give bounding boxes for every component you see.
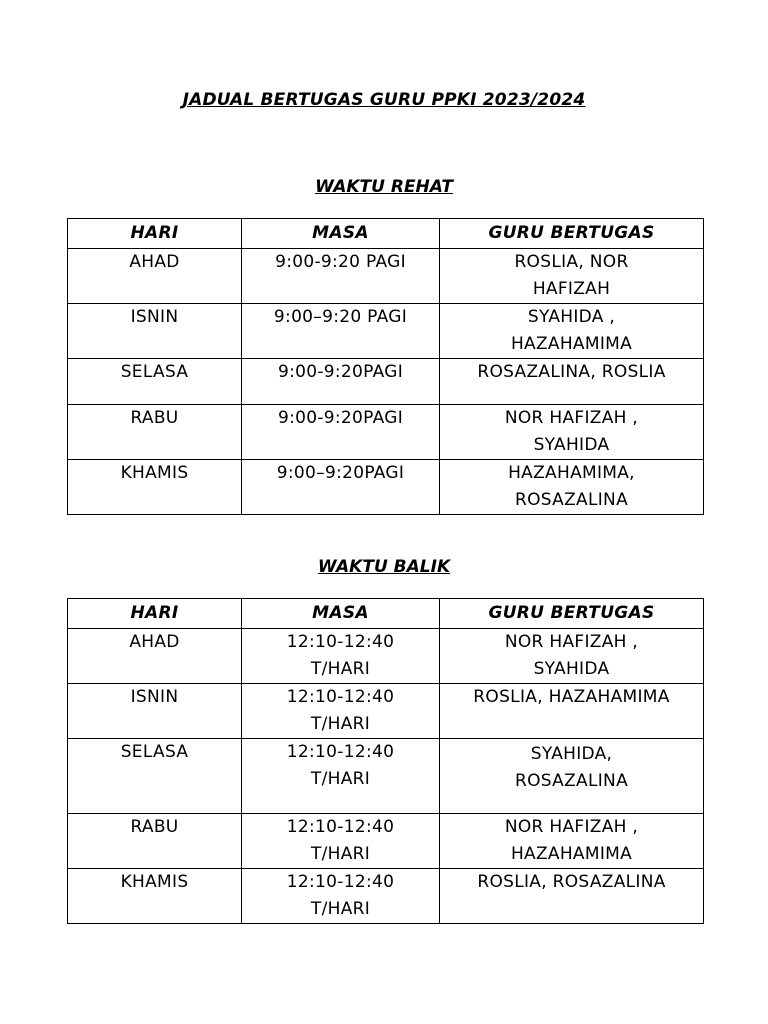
column-header-masa: MASA	[242, 599, 440, 629]
table-row	[68, 869, 704, 924]
table-waktu-rehat	[67, 218, 704, 515]
cell-masa-line: 9:00–9:20PAGI	[276, 463, 405, 483]
cell-masa-line: T/HARI	[310, 899, 371, 919]
table-row	[68, 629, 704, 684]
table-row	[68, 405, 704, 460]
cell-guru	[440, 460, 704, 515]
cell-masa-line: 9:00–9:20 PAGI	[273, 307, 408, 327]
cell-guru	[440, 814, 704, 869]
cell-hari: AHAD	[68, 629, 242, 684]
cell-masa	[242, 739, 440, 814]
cell-guru-line: NOR HAFIZAH ,	[504, 817, 639, 837]
cell-masa	[242, 249, 440, 304]
cell-hari: ISNIN	[68, 304, 242, 359]
cell-masa-line: T/HARI	[310, 844, 371, 864]
column-header-guru-bertugas: GURU BERTUGAS	[440, 599, 704, 629]
table-waktu-balik	[67, 598, 704, 924]
cell-guru-line: NOR HAFIZAH ,	[504, 408, 639, 428]
table-row	[68, 684, 704, 739]
cell-masa-line: T/HARI	[310, 714, 371, 734]
section-heading-waktu-balik: WAKTU BALIK	[317, 557, 451, 577]
cell-masa	[242, 869, 440, 924]
cell-masa	[242, 814, 440, 869]
cell-hari: RABU	[68, 405, 242, 460]
cell-guru-line: HAFIZAH	[532, 279, 611, 299]
cell-masa	[242, 304, 440, 359]
column-header-hari: HARI	[68, 219, 242, 249]
cell-guru-line: HAZAHAMIMA	[510, 334, 633, 354]
cell-masa-line: 12:10-12:40	[286, 687, 395, 707]
cell-masa-line: T/HARI	[310, 659, 371, 679]
table-header-row	[68, 219, 704, 249]
cell-guru-line: ROSLIA, ROSAZALINA	[477, 872, 666, 892]
table-row	[68, 359, 704, 405]
document-title: JADUAL BERTUGAS GURU PPKI 2023/2024	[182, 90, 586, 110]
cell-guru	[440, 629, 704, 684]
cell-hari: KHAMIS	[68, 869, 242, 924]
cell-guru	[440, 869, 704, 924]
column-header-guru-bertugas: GURU BERTUGAS	[440, 219, 704, 249]
cell-guru	[440, 739, 704, 814]
cell-masa	[242, 684, 440, 739]
cell-guru	[440, 359, 704, 405]
cell-guru-line: SYAHIDA,	[530, 744, 613, 764]
cell-masa-line: 12:10-12:40	[286, 872, 395, 892]
cell-guru	[440, 405, 704, 460]
table-row	[68, 814, 704, 869]
cell-hari: SELASA	[68, 739, 242, 814]
cell-hari: ISNIN	[68, 684, 242, 739]
cell-masa-line: 9:00-9:20 PAGI	[275, 252, 406, 272]
table-row	[68, 739, 704, 814]
cell-guru	[440, 684, 704, 739]
cell-guru-line: SYAHIDA	[533, 659, 610, 679]
cell-guru-line: ROSAZALINA, ROSLIA	[477, 362, 666, 382]
cell-guru-line: ROSLIA, NOR	[514, 252, 629, 272]
cell-masa	[242, 359, 440, 405]
cell-masa	[242, 405, 440, 460]
table-row	[68, 249, 704, 304]
table-row	[68, 304, 704, 359]
section-heading-waktu-rehat: WAKTU REHAT	[315, 177, 453, 197]
cell-hari: KHAMIS	[68, 460, 242, 515]
cell-guru-line: SYAHIDA ,	[527, 307, 616, 327]
cell-guru	[440, 249, 704, 304]
cell-masa-line: 12:10-12:40	[286, 632, 395, 652]
cell-guru-line: NOR HAFIZAH ,	[504, 632, 639, 652]
cell-guru	[440, 304, 704, 359]
cell-guru-line: SYAHIDA	[533, 435, 610, 455]
table-row	[68, 460, 704, 515]
cell-masa-line: 9:00-9:20PAGI	[277, 362, 404, 382]
cell-guru-line: ROSLIA, HAZAHAMIMA	[473, 687, 670, 707]
table-header-row	[68, 599, 704, 629]
cell-guru-line: ROSAZALINA	[514, 771, 629, 791]
cell-masa	[242, 629, 440, 684]
cell-hari: AHAD	[68, 249, 242, 304]
column-header-hari: HARI	[68, 599, 242, 629]
column-header-masa: MASA	[242, 219, 440, 249]
cell-guru-line: HAZAHAMIMA	[510, 844, 633, 864]
cell-guru-line: HAZAHAMIMA,	[508, 463, 635, 483]
cell-guru-line: ROSAZALINA	[514, 490, 629, 510]
cell-masa-line: 12:10-12:40	[286, 817, 395, 837]
cell-masa-line: 9:00-9:20PAGI	[277, 408, 404, 428]
cell-hari: SELASA	[68, 359, 242, 405]
cell-masa-line: T/HARI	[310, 769, 371, 789]
cell-hari: RABU	[68, 814, 242, 869]
cell-masa-line: 12:10-12:40	[286, 742, 395, 762]
cell-masa	[242, 460, 440, 515]
